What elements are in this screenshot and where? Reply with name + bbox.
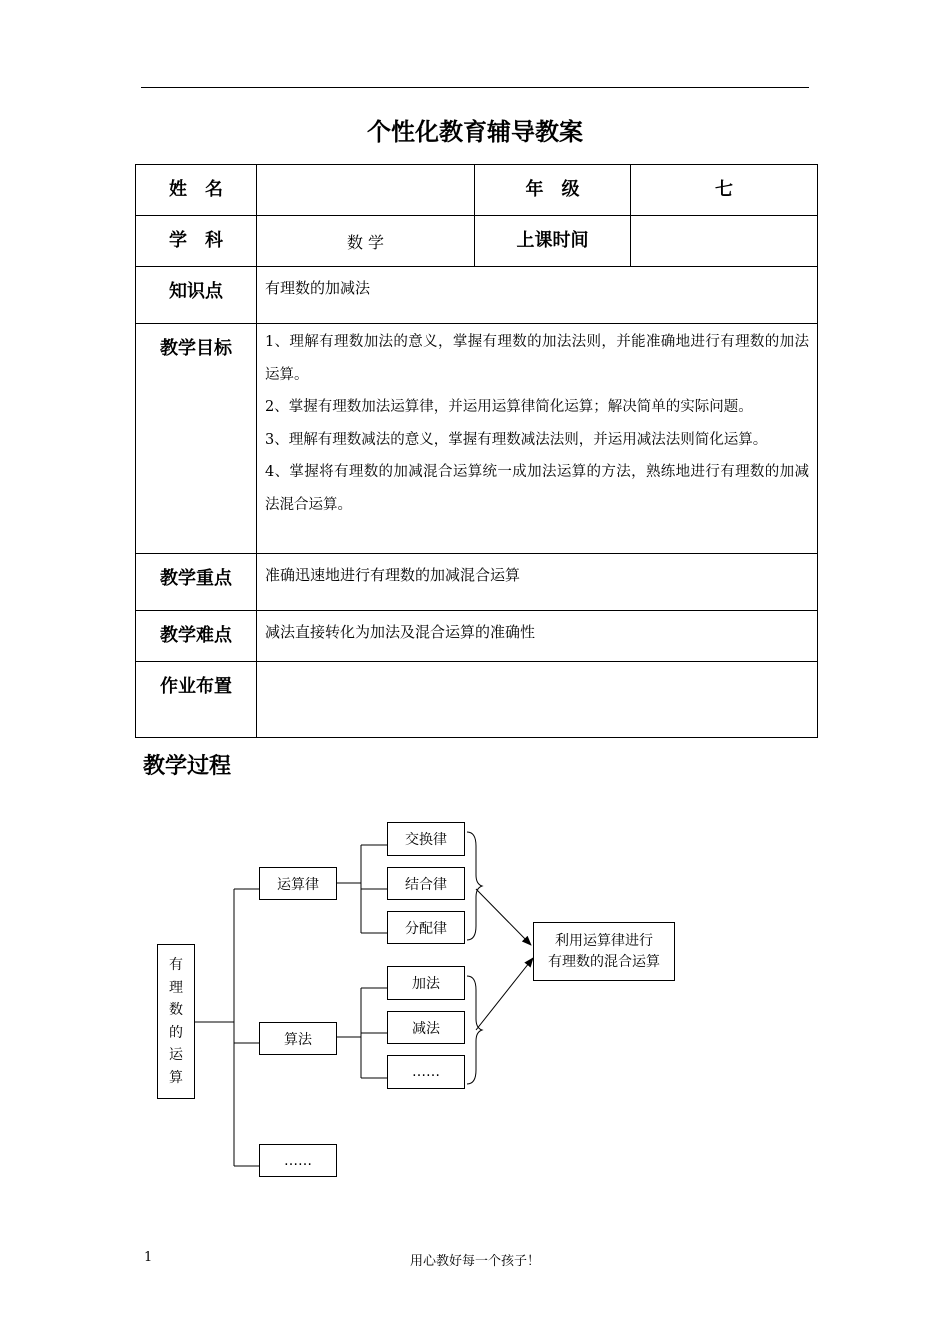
objective-item: 4、掌握将有理数的加减混合运算统一成加法运算的方法，熟练地进行有理数的加减法混合运算。 (265, 464, 809, 513)
commutative-node: 交换律 (387, 822, 465, 856)
algorithms-brace (467, 976, 482, 1084)
difficulty-label: 教学难点 (136, 611, 257, 662)
difficulty-value: 减法直接转化为加法及混合运算的准确性 (257, 611, 818, 662)
root-char: 的 (169, 1024, 183, 1041)
name-label: 姓 名 (136, 165, 257, 216)
objective-item: 2、掌握有理数加法运算律，并运用运算律简化运算；解决简单的实际问题。 (265, 399, 753, 415)
page-title: 个性化教育辅导教案 (367, 118, 583, 146)
objective-item: 3、理解有理数减法的意义，掌握有理数减法法则，并运用减法法则简化运算。 (265, 431, 768, 448)
grade-value: 七 (631, 165, 818, 216)
footer-slogan: 用心教好每一个孩子！ (409, 1254, 540, 1269)
subtraction-node: 减法 (387, 1011, 465, 1044)
laws-brace (467, 832, 482, 940)
knowledge-value: 有理数的加减法 (257, 267, 818, 324)
algorithms-node: 算法 (259, 1022, 337, 1055)
distributive-node: 分配律 (387, 911, 465, 944)
keypoint-value: 准确迅速地进行有理数的加减混合运算 (257, 554, 818, 611)
root-char: 数 (169, 1002, 183, 1018)
grade-label: 年 级 (475, 165, 631, 216)
result-node (533, 922, 675, 981)
addition-node: 加法 (387, 966, 465, 1000)
subject-label: 学 科 (136, 216, 257, 267)
keypoint-label: 教学重点 (136, 554, 257, 611)
homework-label: 作业布置 (136, 662, 257, 738)
root-char: 算 (169, 1069, 183, 1086)
more-root-node: …… (259, 1144, 337, 1177)
arrow-algorithms-to-result (476, 958, 533, 1030)
associative-node: 结合律 (387, 867, 465, 900)
laws-node: 运算律 (259, 867, 337, 900)
root-char: 有 (169, 957, 183, 973)
root-node (157, 944, 195, 1099)
objective-item: 1、理解有理数加法的意义，掌握有理数的加法法则，并能准确地进行有理数的加法运算。 (265, 334, 809, 383)
result-line: 有理数的混合运算 (548, 953, 660, 970)
result-line: 利用运算律进行 (555, 932, 653, 949)
process-heading: 教学过程 (143, 754, 232, 779)
root-char: 运 (169, 1047, 183, 1063)
subject-value: 数 学 (257, 216, 475, 267)
objectives-label: 教学目标 (136, 324, 257, 554)
time-label: 上课时间 (475, 216, 631, 267)
more-ops-node: …… (387, 1055, 465, 1089)
root-char: 理 (169, 979, 183, 996)
arrow-laws-to-result (476, 889, 531, 945)
page-number: 1 (144, 1250, 153, 1265)
knowledge-label: 知识点 (136, 267, 257, 324)
